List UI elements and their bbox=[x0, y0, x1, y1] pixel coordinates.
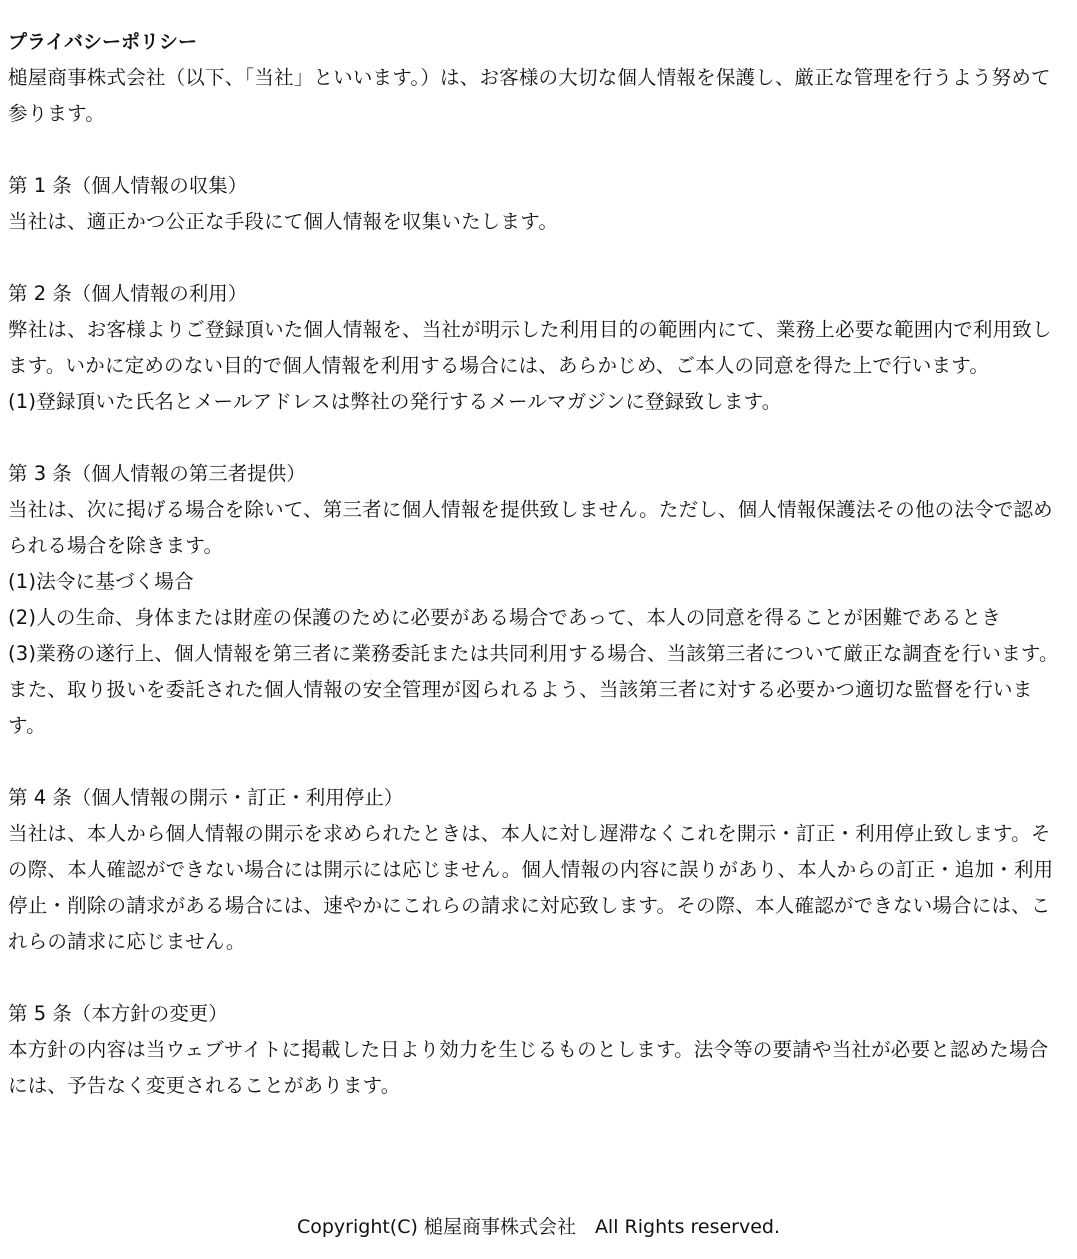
article-paragraph: 当社は、適正かつ公正な手段にて個人情報を収集いたします。 bbox=[8, 210, 559, 233]
article-heading: 第 1 条（個人情報の収集） bbox=[8, 174, 248, 197]
article-2 bbox=[8, 276, 1067, 420]
article-3 bbox=[8, 456, 1067, 744]
article-1 bbox=[8, 168, 1067, 240]
spacer bbox=[8, 744, 1067, 780]
article-heading: 第 2 条（個人情報の利用） bbox=[8, 282, 248, 305]
article-paragraph: 当社は、次に掲げる場合を除いて、第三者に個人情報を提供致しません。ただし、個人情報保護法その他の法令で認められる場合を除きます。 bbox=[8, 498, 1053, 557]
article-paragraph: (1)法令に基づく場合 bbox=[8, 570, 194, 593]
article-5 bbox=[8, 996, 1067, 1104]
article-paragraph: (2)人の生命、身体または財産の保護のために必要がある場合であって、本人の同意を得ることが困難であるとき bbox=[8, 606, 1001, 629]
article-paragraph: 本方針の内容は当ウェブサイトに掲載した日より効力を生じるものとします。法令等の要請や当社が必要と認めた場合には、予告なく変更されることがあります。 bbox=[8, 1038, 1049, 1097]
article-paragraph: (3)業務の遂行上、個人情報を第三者に業務委託または共同利用する場合、当該第三者について厳正な調査を行います。また、取り扱いを委託された個人情報の安全管理が図られるよう、当該第三者に対する必要かつ適切な監督を行います。 bbox=[8, 642, 1059, 737]
article-heading: 第 5 条（本方針の変更） bbox=[8, 1002, 228, 1025]
spacer bbox=[8, 420, 1067, 456]
intro-paragraph: 槌屋商事株式会社（以下、「当社」といいます。）は、お客様の大切な個人情報を保護し、厳正な管理を行うよう努めて参ります。 bbox=[8, 66, 1051, 125]
article-heading: 第 3 条（個人情報の第三者提供） bbox=[8, 462, 306, 485]
article-4 bbox=[8, 780, 1067, 960]
spacer bbox=[8, 240, 1067, 276]
article-heading: 第 4 条（個人情報の開示・訂正・利用停止） bbox=[8, 786, 404, 809]
article-paragraph: 当社は、本人から個人情報の開示を求められたときは、本人に対し遅滞なくこれを開示・訂正・利用停止致します。その際、本人確認ができない場合には開示には応じません。個人情報の内容に誤りがあり、本人からの訂正・追加・利用停止・削除の請求がある場合には、速やかにこれらの請求に対応致します。その際、本人確認ができない場合には、これらの請求に応じません。 bbox=[8, 822, 1054, 953]
article-paragraph: 弊社は、お客様よりご登録頂いた個人情報を、当社が明示した利用目的の範囲内にて、業務上必要な範囲内で利用致します。いかに定めのない目的で個人情報を利用する場合には、あらかじめ、ご本人の同意を得た上で行います。 bbox=[8, 318, 1052, 377]
spacer bbox=[8, 960, 1067, 996]
spacer bbox=[8, 132, 1067, 168]
copyright-footer: Copyright(C) 槌屋商事株式会社 All Rights reserved. bbox=[296, 1216, 781, 1238]
article-paragraph: (1)登録頂いた氏名とメールアドレスは弊社の発行するメールマガジンに登録致します。 bbox=[8, 390, 782, 413]
page-title: プライバシーポリシー bbox=[8, 31, 198, 53]
